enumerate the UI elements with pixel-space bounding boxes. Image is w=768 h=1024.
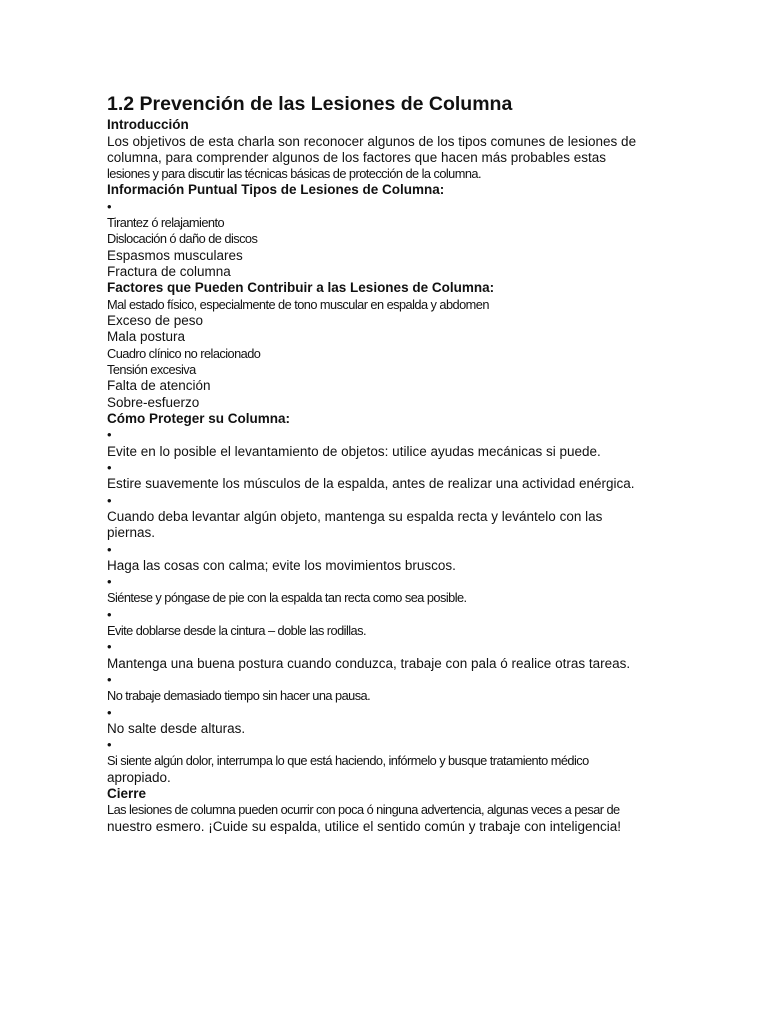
proteger-bullet: • <box>107 427 112 443</box>
proteger-item: Evite doblarse desde la cintura – doble las rodillas. <box>107 623 366 639</box>
proteger-bullet: • <box>107 606 112 622</box>
tipos-item: Espasmos musculares <box>107 247 243 263</box>
factores-item: Tensión excesiva <box>107 362 196 378</box>
proteger-item: Estire suavemente los músculos de la espalda, antes de realizar una actividad enérgica. <box>107 476 635 492</box>
proteger-item: Siéntese y póngase de pie con la espalda tan recta como sea posible. <box>107 590 467 606</box>
proteger-bullet: • <box>107 460 112 476</box>
proteger-bullet: • <box>107 671 112 687</box>
proteger-bullet: • <box>107 541 112 557</box>
cierre-heading: Cierre <box>107 785 147 801</box>
cierre-line-2: nuestro esmero. ¡Cuide su espalda, utilice el sentido común y trabaje con inteligencia! <box>107 818 622 834</box>
proteger-item: Evite en lo posible el levantamiento de objetos: utilice ayudas mecánicas si puede. <box>107 443 601 459</box>
proteger-bullet: • <box>107 492 112 508</box>
proteger-item: Si siente algún dolor, interrumpa lo que está haciendo, infórmelo y busque tratamiento médico <box>107 753 589 769</box>
document-page <box>107 92 667 835</box>
tipos-item: Tirantez ó relajamiento <box>107 215 225 231</box>
proteger-item: No salte desde alturas. <box>107 720 246 736</box>
proteger-item-continuation: apropiado. <box>107 769 171 785</box>
tipos-item: Dislocación ó daño de discos <box>107 231 258 247</box>
document-title: 1.2 Prevención de las Lesiones de Columna <box>107 93 513 115</box>
tipos-item: Fractura de columna <box>107 264 231 280</box>
factores-item: Mala postura <box>107 329 186 345</box>
intro-line-1: Los objetivos de esta charla son reconocer algunos de los tipos comunes de lesiones de <box>107 133 637 149</box>
factores-item: Falta de atención <box>107 378 211 394</box>
tipos-bullet: • <box>107 198 112 214</box>
factores-heading: Factores que Pueden Contribuir a las Lesiones de Columna: <box>107 280 495 296</box>
proteger-bullet: • <box>107 574 112 590</box>
proteger-heading: Cómo Proteger su Columna: <box>107 410 291 426</box>
factores-item: Cuadro clínico no relacionado <box>107 345 261 361</box>
cierre-line-1: Las lesiones de columna pueden ocurrir con poca ó ninguna advertencia, algunas veces a pesar de <box>107 802 620 818</box>
intro-line-2: columna, para comprender algunos de los factores que hacen más probables estas <box>107 149 607 165</box>
factores-item: Exceso de peso <box>107 313 204 329</box>
proteger-bullet: • <box>107 639 112 655</box>
proteger-bullet: • <box>107 704 112 720</box>
proteger-bullet: • <box>107 737 112 753</box>
factores-item: Sobre-esfuerzo <box>107 394 200 410</box>
proteger-item: Haga las cosas con calma; evite los movimientos bruscos. <box>107 557 456 573</box>
proteger-item: Mantenga una buena postura cuando conduzca, trabaje con pala ó realice otras tareas. <box>107 655 631 671</box>
proteger-item-continuation: piernas. <box>107 525 156 541</box>
intro-line-3: lesiones y para discutir las técnicas básicas de protección de la columna. <box>107 166 481 182</box>
tipos-heading: Información Puntual Tipos de Lesiones de Columna: <box>107 182 445 198</box>
factores-item: Mal estado físico, especialmente de tono muscular en espalda y abdomen <box>107 296 489 312</box>
proteger-item: No trabaje demasiado tiempo sin hacer una pausa. <box>107 688 371 704</box>
proteger-item: Cuando deba levantar algún objeto, mantenga su espalda recta y levántelo con las <box>107 508 603 524</box>
intro-heading: Introducción <box>107 117 189 132</box>
